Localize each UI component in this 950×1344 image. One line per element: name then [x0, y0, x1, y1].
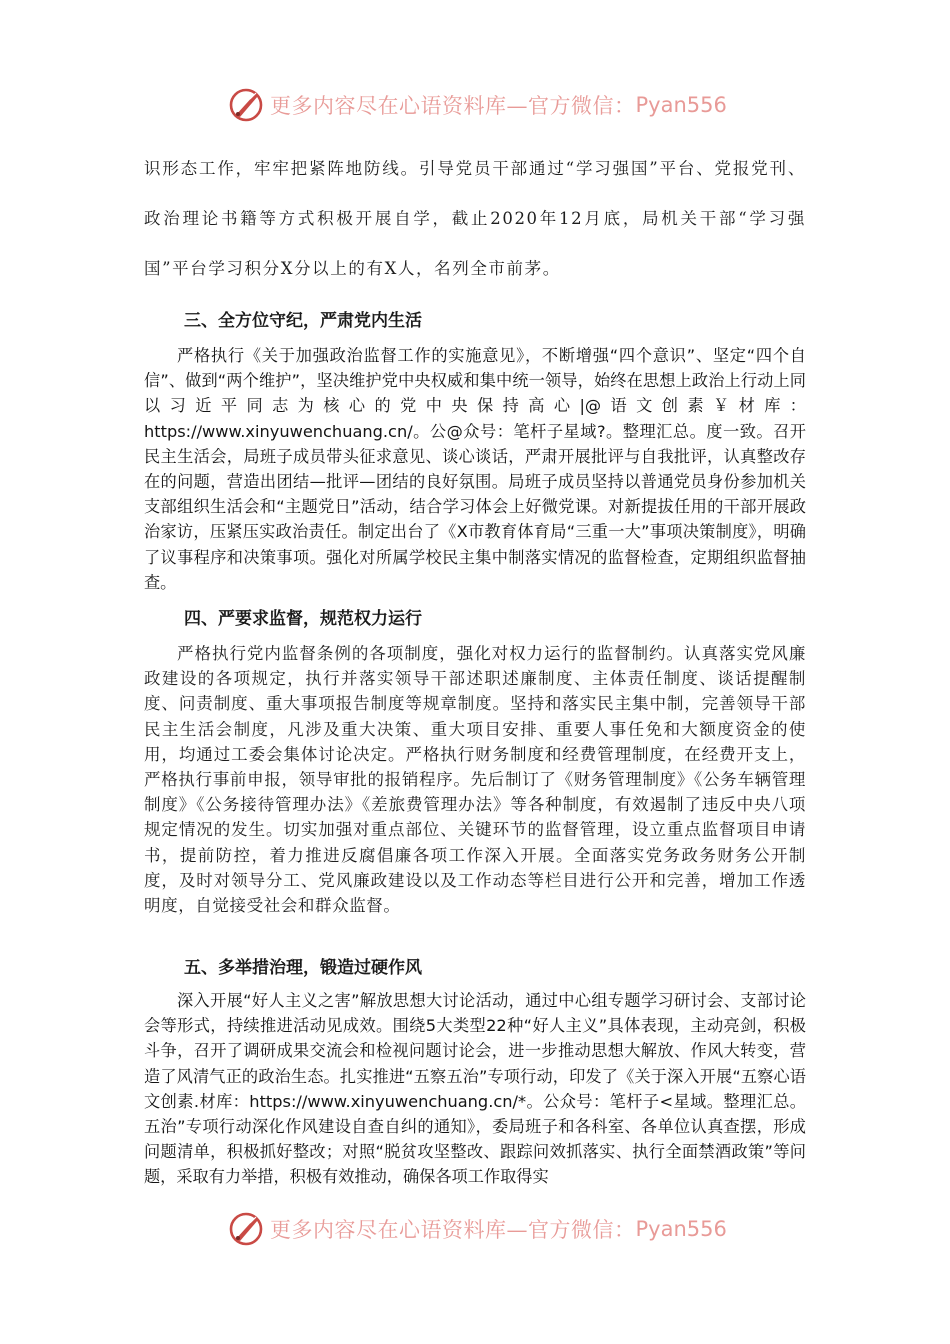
- header-banner: [228, 84, 727, 126]
- quill-logo-icon: [228, 1211, 264, 1247]
- section5-heading: 五、多举措治理，锻造过硬作风: [184, 958, 422, 978]
- section4-heading: 四、严要求监督，规范权力运行: [184, 609, 422, 629]
- footer-wechat-id: Pyan556: [635, 1217, 727, 1241]
- quill-logo-icon: [228, 87, 264, 123]
- section3-heading: 三、全方位守纪，严肃党内生活: [184, 311, 422, 331]
- section3-body: 严格执行《关于加强政治监督工作的实施意见》，不断增强“四个意识”、坚定“四个自信”、做到“两个维护”，坚决维护党中央权威和集中统一领导，始终在思想上政治上行动上同以习近平同志为核心的党中央保持高心|@语文创素￥材库：https://www.xinyuwenchuang.cn/。公@众号：笔杆子星域?。整理汇总。度一致。召开民主生活会，局班子成员带头征求意见、谈心谈话，严肃开展批评与自我批评，认真整改存在的问题，营造出团结—批评—团结的良好氛围。局班子成员坚持以普通党员身份参加机关支部组织生活会和“主题党日”活动，结合学习体会上好微党课。对新提拔任用的干部开展政治家访，压紧压实政治责任。制定出台了《X市教育体育局“三重一大”事项决策制度》，明确了议事程序和决策事项。强化对所属学校民主集中制落实情况的监督检查，定期组织监督抽查。: [144, 346, 806, 592]
- header-wechat-id: Pyan556: [635, 93, 727, 117]
- section4-body: 严格执行党内监督条例的各项制度，强化对权力运行的监督制约。认真落实党风廉政建设的各项规定，执行并落实领导干部述职述廉制度、主体责任制度、谈话提醒制度、问责制度、重大事项报告制度等规章制度。坚持和落实民主集中制，完善领导干部民主生活会制度，凡涉及重大决策、重大项目安排、重要人事任免和大额度资金的使用，均通过工委会集体讨论决定。严格执行财务制度和经费管理制度，在经费开支上，严格执行事前申报，领导审批的报销程序。先后制订了《财务管理制度》《公务车辆管理制度》《公务接待管理办法》《差旅费管理办法》等各种制度，有效遏制了违反中央八项规定情况的发生。切实加强对重点部位、关键环节的监督管理，设立重点监督项目申请书，提前防控，着力推进反腐倡廉各项工作深入开展。全面落实党务政务财务公开制度，及时对领导分工、党风廉政建设以及工作动态等栏目进行公开和完善，增加工作透明度，自觉接受社会和群众监督。: [144, 644, 806, 916]
- footer-banner: [228, 1208, 727, 1250]
- section5-body: 深入开展“好人主义之害”解放思想大讨论活动，通过中心组专题学习研讨会、支部讨论会等形式，持续推进活动见成效。围绕5大类型22种“好人主义”具体表现，主动亮剑，积极斗争，召开了调研成果交流会和检视问题讨论会，进一步推动思想大解放、作风大转变，营造了风清气正的政治生态。扎实推进“五察五治”专项行动，印发了《关于深入开展“五察心语文创素.材库：https://www.xinyuwenchuang.cn/*。公众号：笔杆子<星域。整理汇总。五治”专项行动深化作风建设自查自纠的通知》，委局班子和各科室、各单位认真查摆，形成问题清单，积极抓好整改；对照“脱贫攻坚整改、跟踪问效抓落实、执行全面禁酒政策”等问题，采取有力举措，积极有效推动，确保各项工作取得实: [144, 991, 806, 1187]
- intro-paragraph: 识形态工作，牢牢把紧阵地防线。引导党员干部通过“学习强国”平台、党报党刊、政治理论书籍等方式积极开展自学，截止2020年12月底，局机关干部“学习强国”平台学习积分X分以上的有X人，名列全市前茅。: [144, 159, 806, 278]
- header-banner-text: 更多内容尽在心语资料库—官方微信：: [270, 94, 636, 118]
- footer-banner-text: 更多内容尽在心语资料库—官方微信：: [270, 1218, 636, 1242]
